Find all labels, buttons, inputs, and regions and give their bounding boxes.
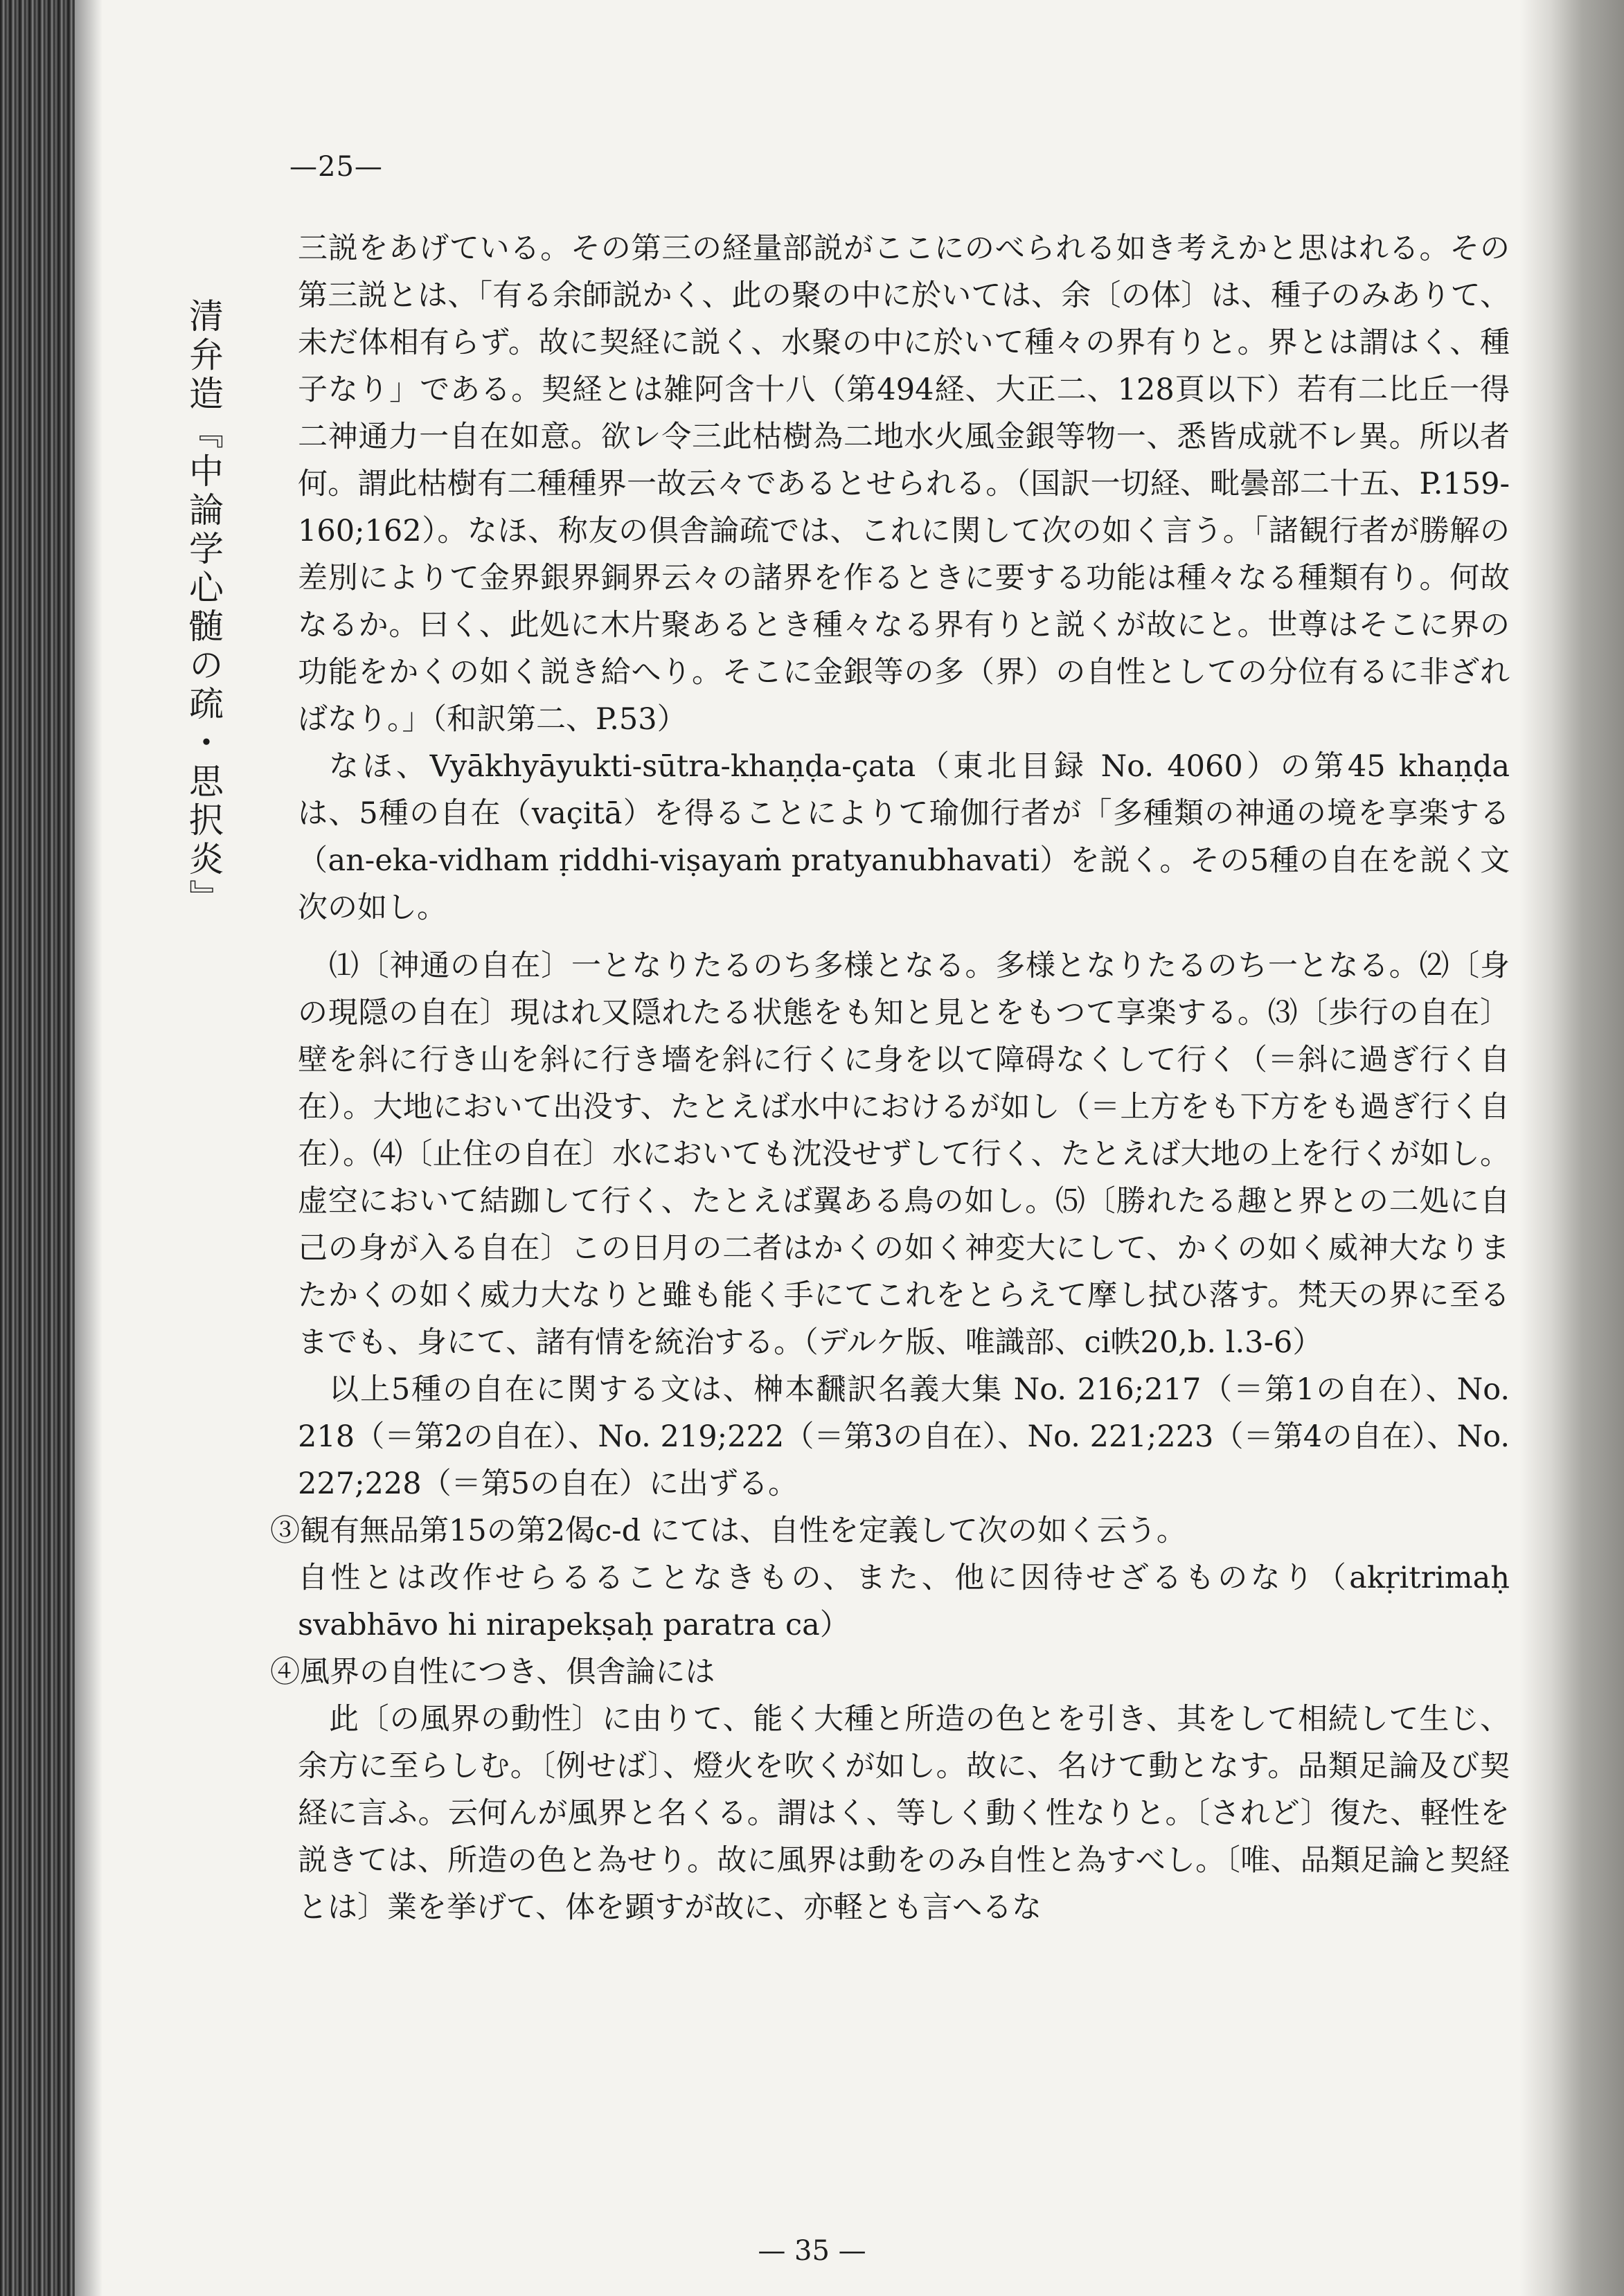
note-4-heading: ④風界の自性につき、倶舎論には [270, 1655, 715, 1689]
paragraph-3: ⑴〔神通の自在〕一となりたるのち多様となる。多様となりたるのち一となる。⑵〔身の現隠の自在〕現はれ又隠れたる状態をも知と見とをもつて享楽する。⑶〔歩行の自在〕壁を斜に行き山を斜に行き墻を斜に行くに身を以て障碍なくして行く（＝斜に過ぎ行く自在）。大地において出没す、たとえば水中におけるが如し（＝上方をも下方をも過ぎ行く自在）。⑷〔止住の自在〕水においても沈没せずして行く、たとえば大地の上を行くが如し。虚空において結跏して行く、たとえば翼ある鳥の如し。⑸〔勝れたる趣と界との二処に自己の身が入る自在〕この日月の二者はかくの如く神変大にして、かくの如く威神大なりまたかくの如く威力大なりと雖も能く手にてこれをとらえて摩し拭ひ落す。梵天の界に至るまでも、身にて、諸有情を統治する。（デルケ版、唯識部、ci帙20,b. l.3-6） [298, 949, 1510, 1360]
scan-binding-shadow [0, 0, 75, 2296]
scan-binding-fade [75, 0, 102, 2296]
note-3-body: 自性とは改作せらるることなきもの、また、他に因待せざるものなり（akṛitrimaḥ svabhāvo hi nirapekṣaḥ paratra ca） [298, 1561, 1510, 1642]
paragraph-2: なほ、Vyākhyāyukti-sūtra-khaṇḍa-çata（東北目録 No. 4060）の第45 khaṇḍa は、5種の自在（vaçitā）を得ることによりて瑜伽行者が「多種類の神通の境を享楽する（an-eka-vidham ṛiddhi-viṣayaṁ pratyanubhavati）を説く。その5種の自在を説く文次の如し。 [298, 749, 1510, 925]
paragraph-1: 三説をあげている。その第三の経量部説がここにのべられる如き考えかと思はれる。その第三説とは、「有る余師説かく、此の聚の中に於いては、余〔の体〕は、種子のみありて、未だ体相有らず。故に契経に説く、水聚の中に於いて種々の界有りと。界とは謂はく、種子なり」である。契経とは雑阿含十八（第494経、大正二、128頁以下）若有二比丘一得二神通力一自在如意。欲レ令三此枯樹為二地水火風金銀等物一、悉皆成就不レ異。所以者何。謂此枯樹有二種種界一故云々であるとせられる。（国訳一切経、毗曇部二十五、P.159-160;162）。なほ、称友の倶舎論疏では、これに関して次の如く言う。「諸観行者が勝解の差別によりて金界銀界銅界云々の諸界を作るときに要する功能は種々なる種類有り。何故なるか。曰く、此処に木片聚あるとき種々なる界有りと説くが故にと。世尊はそこに界の功能をかくの如く説き給へり。そこに金銀等の多（界）の自性としての分位有るに非ざればなり。」（和訳第二、P.53） [298, 231, 1510, 737]
note-4-body: 此〔の風界の動性〕に由りて、能く大種と所造の色とを引き、其をして相続して生じ、余方に至らしむ。〔例せば〕、燈火を吹くが如し。故に、名けて動となす。品類足論及び契経に言ふ。云何んが風界と名くる。謂はく、等しく動く性なりと。〔されど〕復た、軽性を説きては、所造の色と為せり。故に風界は動をのみ自性と為すべし。〔唯、品類足論と契経とは〕業を挙げて、体を顕すが故に、亦軽とも言へるな [298, 1702, 1510, 1925]
paragraph-4: 以上5種の自在に関する文は、榊本飜訳名義大集 No. 216;217（＝第1の自在）、No. 218（＝第2の自在）、No. 219;222（＝第3の自在）、No. 221;223（＝第4の自在）、No. 227;228（＝第5の自在）に出ずる。 [298, 1372, 1510, 1501]
footer-page-number: — 35 — [758, 2235, 866, 2267]
header-page-number: —25— [289, 151, 383, 183]
running-title: 清弁造『中論学心髄の疏・思択炎』 [184, 298, 224, 918]
scan-edge-shadow [1520, 0, 1624, 2296]
page-body [270, 225, 1510, 1931]
spacer [298, 931, 1510, 942]
note-3-heading: ③観有無品第15の第2偈c-d にては、自性を定義して次の如く云う。 [270, 1514, 1186, 1548]
